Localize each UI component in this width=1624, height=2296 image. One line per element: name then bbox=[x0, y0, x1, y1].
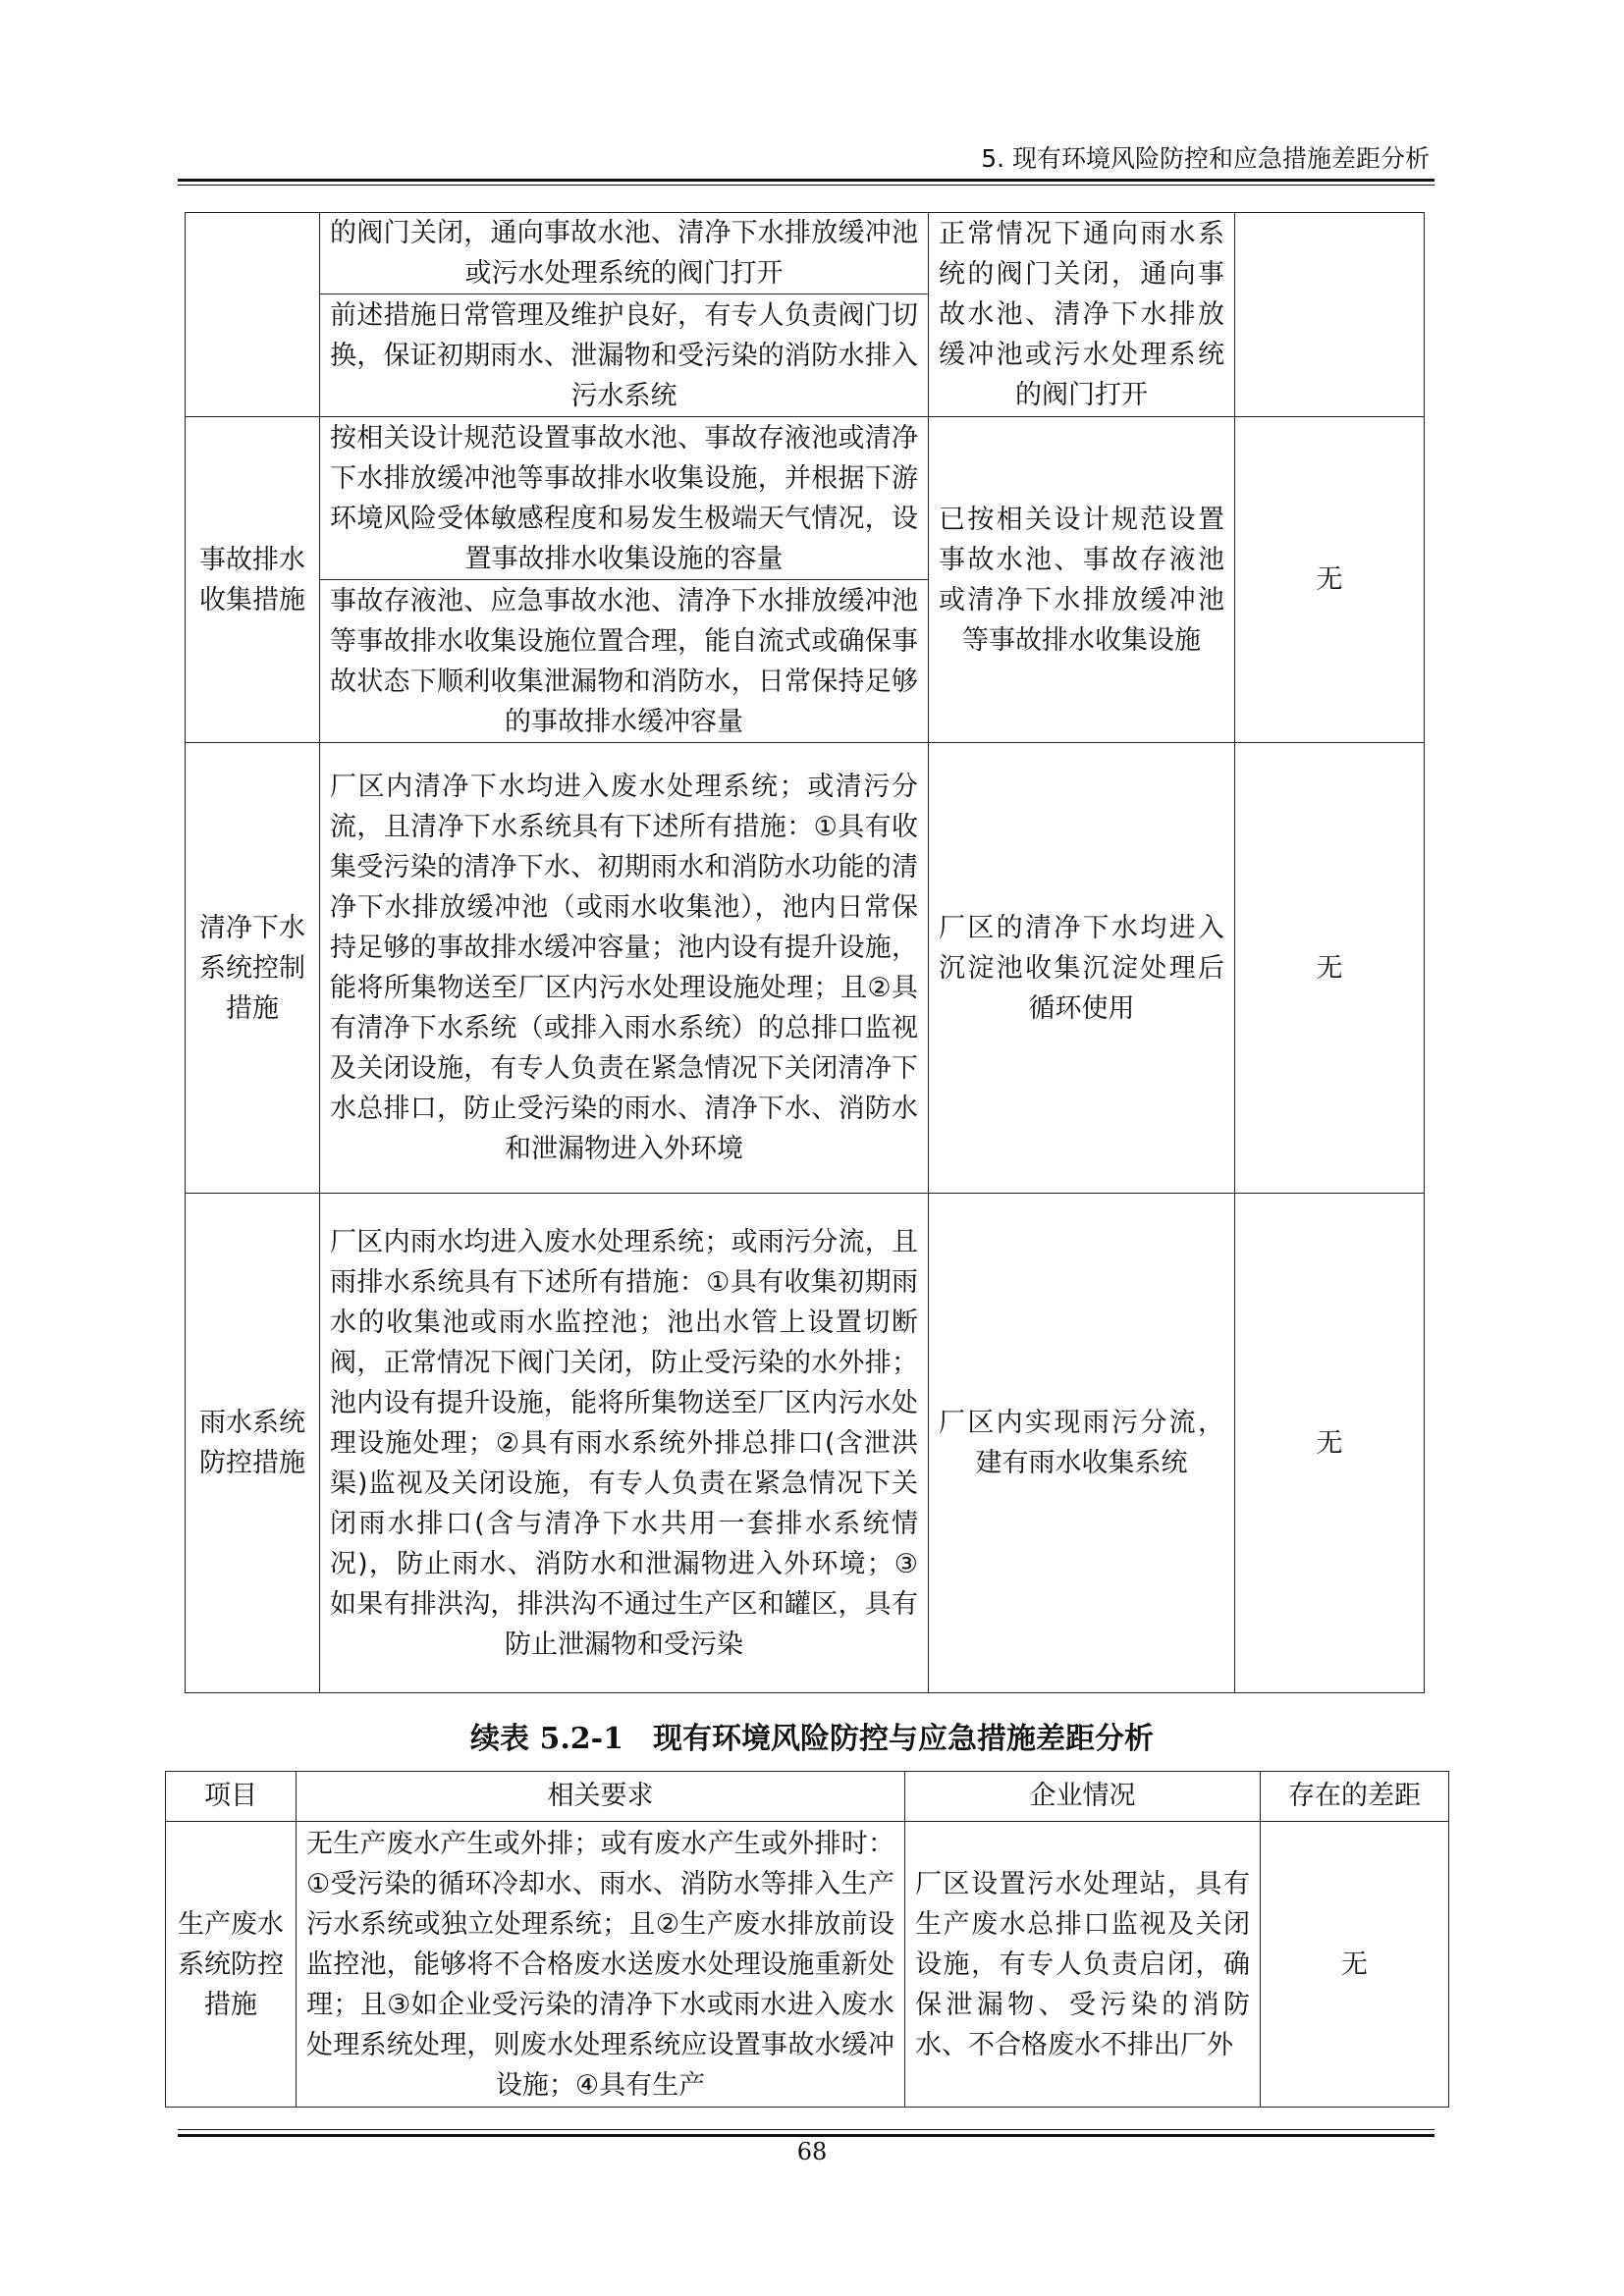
status-cell: 厂区设置污水处理站，具有生产废水总排口监视及关闭设施，有专人负责启闭，确保泄漏物、受污染的消防水、不合格废水不排出厂外 bbox=[905, 1822, 1261, 2108]
requirement-cell: 按相关设计规范设置事故水池、事故存液池或清净下水排放缓冲池等事故排水收集设施，并根据下游环境风险受体敏感程度和易发生极端天气情况，设置事故排水收集设施的容量 bbox=[320, 417, 929, 580]
column-header-status: 企业情况 bbox=[905, 1772, 1261, 1822]
footer-rule-thin bbox=[178, 2129, 1435, 2130]
column-header-requirement: 相关要求 bbox=[297, 1772, 905, 1822]
requirement-cell: 前述措施日常管理及维护良好，有专人负责阀门切换，保证初期雨水、泄漏物和受污染的消防水排入污水系统 bbox=[320, 294, 929, 417]
footer-rule-thick bbox=[178, 2134, 1435, 2137]
page-number: 68 bbox=[796, 2138, 828, 2165]
table-header-row bbox=[166, 1772, 1449, 1822]
gap-cell: 无 bbox=[1235, 417, 1425, 743]
table-row bbox=[186, 417, 1425, 580]
gap-cell: 无 bbox=[1261, 1822, 1449, 2108]
table-caption: 续表 5.2-1 现有环境风险防控与应急措施差距分析 bbox=[470, 1722, 1154, 1756]
requirement-cell: 的阀门关闭，通向事故水池、清净下水排放缓冲池或污水处理系统的阀门打开 bbox=[320, 213, 929, 294]
requirement-cell: 无生产废水产生或外排；或有废水产生或外排时：①受污染的循环冷却水、雨水、消防水等排入生产污水系统或独立处理系统；且②生产废水排放前设监控池，能够将不合格废水送废水处理设施重新处理；且③如企业受污染的清净下水或雨水进入废水处理系统处理，则废水处理系统应设置事故水缓冲设施；④具有生产 bbox=[297, 1822, 905, 2108]
gap-cell bbox=[1235, 213, 1425, 417]
status-cell: 已按相关设计规范设置事故水池、事故存液池或清净下水排放缓冲池等事故排水收集设施 bbox=[929, 417, 1235, 743]
status-cell: 正常情况下通向雨水系统的阀门关闭，通向事故水池、清净下水排放缓冲池或污水处理系统的阀门打开 bbox=[929, 213, 1235, 417]
item-cell: 清净下水系统控制措施 bbox=[186, 743, 320, 1194]
item-cell: 雨水系统防控措施 bbox=[186, 1194, 320, 1693]
header-rule-thin bbox=[178, 185, 1435, 186]
requirement-cell: 事故存液池、应急事故水池、清净下水排放缓冲池等事故排水收集设施位置合理，能自流式或确保事故状态下顺利收集泄漏物和消防水，日常保持足够的事故排水缓冲容量 bbox=[320, 580, 929, 743]
table-row bbox=[186, 213, 1425, 294]
requirement-cell: 厂区内雨水均进入废水处理系统；或雨污分流，且雨排水系统具有下述所有措施：①具有收集初期雨水的收集池或雨水监控池；池出水管上设置切断阀，正常情况下阀门关闭，防止受污染的水外排；池内设有提升设施，能将所集物送至厂区内污水处理设施处理；②具有雨水系统外排总排口(含泄洪渠)监视及关闭设施，有专人负责在紧急情况下关闭雨水排口(含与清净下水共用一套排水系统情况)，防止雨水、消防水和泄漏物进入外环境；③如果有排洪沟，排洪沟不通过生产区和罐区，具有防止泄漏物和受污染 bbox=[320, 1194, 929, 1693]
status-cell: 厂区内实现雨污分流，建有雨水收集系统 bbox=[929, 1194, 1235, 1693]
gap-analysis-table-continued bbox=[185, 212, 1425, 1693]
item-cell bbox=[186, 213, 320, 417]
gap-analysis-table bbox=[165, 1771, 1449, 2108]
item-cell: 事故排水收集措施 bbox=[186, 417, 320, 743]
header-rule-thick bbox=[178, 179, 1435, 182]
gap-cell: 无 bbox=[1235, 743, 1425, 1194]
status-cell: 厂区的清净下水均进入沉淀池收集沉淀处理后循环使用 bbox=[929, 743, 1235, 1194]
column-header-item: 项目 bbox=[166, 1772, 297, 1822]
table-row bbox=[166, 1822, 1449, 2108]
gap-cell: 无 bbox=[1235, 1194, 1425, 1693]
item-cell: 生产废水系统防控措施 bbox=[166, 1822, 297, 2108]
table-row bbox=[186, 743, 1425, 1194]
table-row bbox=[186, 1194, 1425, 1693]
requirement-cell: 厂区内清净下水均进入废水处理系统；或清污分流，且清净下水系统具有下述所有措施：①具有收集受污染的清净下水、初期雨水和消防水功能的清净下水排放缓冲池（或雨水收集池），池内日常保持足够的事故排水缓冲容量；池内设有提升设施，能将所集物送至厂区内污水处理设施处理；且②具有清净下水系统（或排入雨水系统）的总排口监视及关闭设施，有专人负责在紧急情况下关闭清净下水总排口，防止受污染的雨水、清净下水、消防水和泄漏物进入外环境 bbox=[320, 743, 929, 1194]
running-header: 5. 现有环境风险防控和应急措施差距分析 bbox=[981, 144, 1430, 173]
column-header-gap: 存在的差距 bbox=[1261, 1772, 1449, 1822]
